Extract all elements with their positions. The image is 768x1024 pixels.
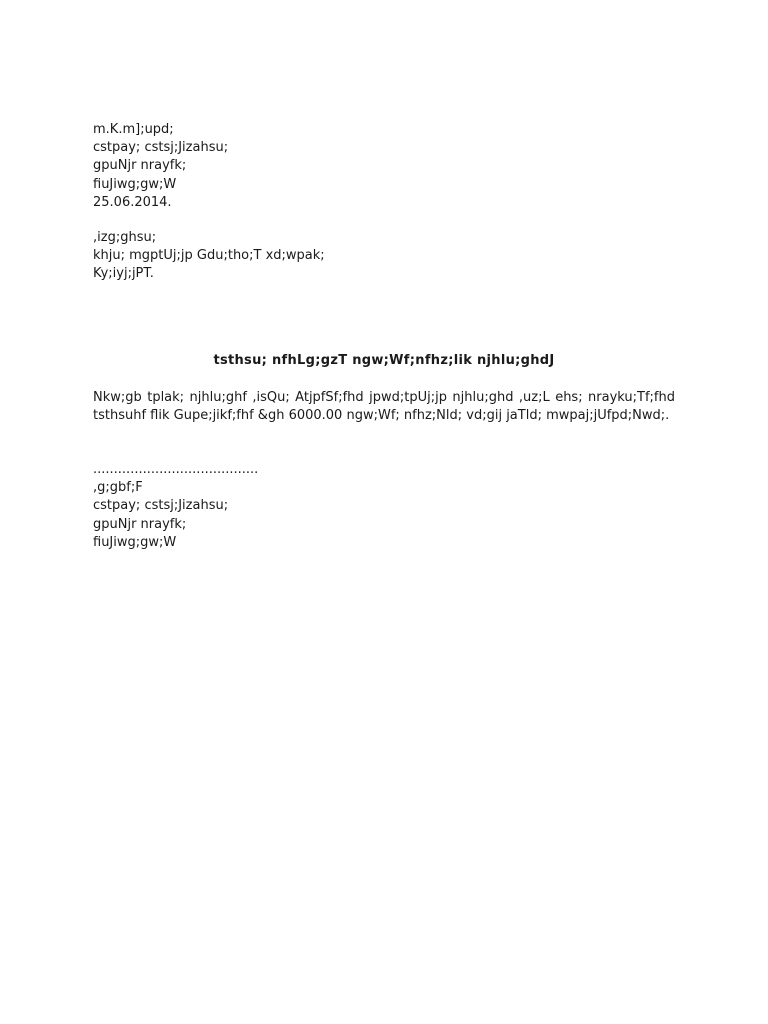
signoff-closing: ,g;gbf;F [93, 480, 143, 496]
signoff-location: fiuJiwg;gw;W [93, 534, 177, 550]
recipient-location: Ky;iyj;jPT. [93, 266, 154, 282]
signoff-office: gpuNjr nrayfk; [93, 516, 187, 532]
recipient-address-block [93, 229, 675, 284]
letter-date: 25.06.2014. [93, 194, 172, 210]
sender-designation: cstpay; cstsj;Jizahsu; [93, 140, 229, 156]
letter-body: Nkw;gb tplak; njhlu;ghf ,isQu; AtjpfSf;fhd jpwd;tpUj;jp njhlu;ghd ,uz;L ehs; nrayku;Tf;fhd tsthsuhf flik Gupe;jikf;fhf &gh 6000.00 ngw;Wf; nfhz;Nld; vd;gij jaTld; mwpaj;jUfpd;Nwd;. [93, 390, 675, 424]
recipient-organization: khju; mgptUj;jp Gdu;tho;T xd;wpak; [93, 248, 325, 264]
sender-address-block [93, 121, 675, 212]
signature-line: ........................................ [93, 462, 259, 477]
signoff-designation: cstpay; cstsj;Jizahsu; [93, 498, 229, 514]
sender-name: m.K.m];upd; [93, 122, 174, 137]
recipient-title: ,izg;ghsu; [93, 230, 157, 245]
letter-subject: tsthsu; nfhLg;gzT ngw;Wf;nfhz;lik njhlu;ghdJ [213, 353, 555, 368]
signoff-block [93, 461, 675, 552]
sender-location: fiuJiwg;gw;W [93, 176, 177, 192]
sender-office: gpuNjr nrayfk; [93, 158, 187, 174]
